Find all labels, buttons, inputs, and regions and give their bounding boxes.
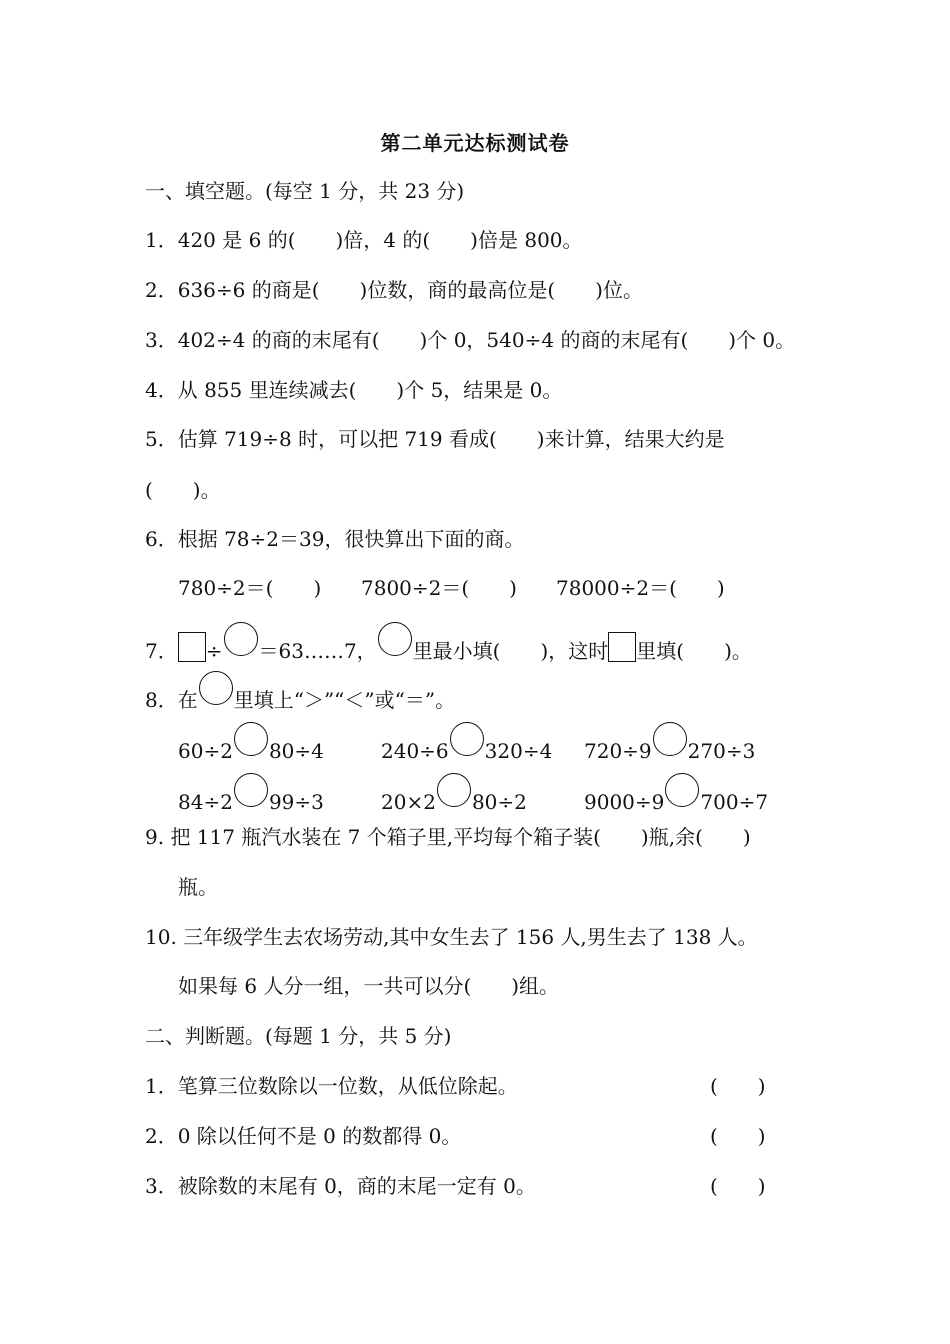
question-4: 4．从 855 里连续减去( )个 5，结果是 0。 — [145, 378, 563, 402]
q7-text-1: 里最小填( )，这时 — [412, 639, 609, 663]
compare-right: 80÷4 — [268, 739, 324, 763]
compare-left: 720÷9 — [584, 739, 652, 763]
question-9-line1: 9. 把 117 瓶汽水装在 7 个箱子里,平均每个箱子装( )瓶,余( ) — [145, 825, 751, 849]
section1-heading: 一、填空题。(每空 1 分，共 23 分) — [145, 179, 465, 203]
section2-heading: 二、判断题。(每题 1 分，共 5 分) — [145, 1024, 452, 1048]
compare-right: 320÷4 — [484, 739, 553, 763]
q8-compare-item — [584, 773, 768, 822]
q7-number: 7． — [145, 639, 178, 663]
question-9-line2: 瓶。 — [178, 875, 218, 899]
compare-left: 9000÷9 — [584, 790, 665, 814]
judge-answer-blank: ( ) — [710, 1074, 766, 1098]
circle-placeholder-icon — [378, 622, 412, 656]
judge-item-text: 1．笔算三位数除以一位数，从低位除起。 — [145, 1074, 518, 1098]
question-8 — [145, 671, 455, 711]
q6-item-1: 780÷2＝( ) — [178, 576, 322, 600]
question-2: 2．636÷6 的商是( )位数，商的最高位是( )位。 — [145, 278, 643, 302]
q8-compare-item — [178, 722, 324, 771]
question-5-line2: ( )。 — [145, 478, 221, 502]
question-6-items — [0, 568, 950, 608]
q8-row-2 — [0, 773, 950, 813]
compare-left: 240÷6 — [381, 739, 449, 763]
page-title: 第二单元达标测试卷 — [380, 131, 570, 155]
q6-item-2: 7800÷2＝( ) — [361, 576, 517, 600]
compare-right: 99÷3 — [268, 790, 324, 814]
circle-placeholder-icon — [653, 722, 687, 756]
q8-compare-item — [381, 722, 552, 771]
q8-row-1 — [0, 722, 950, 762]
question-6: 6．根据 78÷2＝39，很快算出下面的商。 — [145, 527, 525, 551]
compare-left: 60÷2 — [178, 739, 233, 763]
compare-right: 270÷3 — [687, 739, 756, 763]
question-7 — [145, 622, 752, 662]
question-10-line2: 如果每 6 人分一组，一共可以分( )组。 — [178, 974, 560, 998]
question-5-line1: 5．估算 719÷8 时，可以把 719 看成( )来计算，结果大约是 — [145, 427, 725, 451]
circle-placeholder-icon — [450, 722, 484, 756]
q8-compare-item — [584, 722, 755, 771]
question-1: 1．420 是 6 的( )倍，4 的( )倍是 800。 — [145, 228, 583, 252]
judge-answer-blank: ( ) — [710, 1174, 766, 1198]
q8-instruction: 里填上“＞”“＜”或“＝”。 — [233, 688, 456, 712]
judge-answer-blank: ( ) — [710, 1124, 766, 1148]
circle-placeholder-icon — [234, 773, 268, 807]
circle-placeholder-icon — [224, 622, 258, 656]
question-3: 3．402÷4 的商的末尾有( )个 0，540÷4 的商的末尾有( )个 0。 — [145, 328, 796, 352]
compare-right: 80÷2 — [471, 790, 527, 814]
q7-divide-sign: ÷ — [205, 639, 223, 663]
circle-placeholder-icon — [234, 722, 268, 756]
q7-equation: ＝63……7， — [258, 639, 377, 663]
judge-item-text: 3．被除数的末尾有 0，商的末尾一定有 0。 — [145, 1174, 536, 1198]
judge-item-text: 2．0 除以任何不是 0 的数都得 0。 — [145, 1124, 462, 1148]
circle-placeholder-icon — [199, 671, 233, 705]
question-10-line1: 10. 三年级学生去农场劳动,其中女生去了 156 人,男生去了 138 人。 — [145, 925, 758, 949]
compare-right: 700÷7 — [700, 790, 769, 814]
circle-placeholder-icon — [665, 773, 699, 807]
q7-text-2: 里填( )。 — [636, 639, 752, 663]
q6-item-3: 78000÷2＝( ) — [556, 576, 725, 600]
q8-prefix: 8．在 — [145, 688, 198, 712]
q8-compare-item — [178, 773, 324, 822]
circle-placeholder-icon — [437, 773, 471, 807]
square-placeholder-icon — [178, 632, 206, 662]
compare-left: 20×2 — [381, 790, 436, 814]
compare-left: 84÷2 — [178, 790, 233, 814]
q8-compare-item — [381, 773, 527, 822]
square-placeholder-icon — [608, 632, 636, 662]
